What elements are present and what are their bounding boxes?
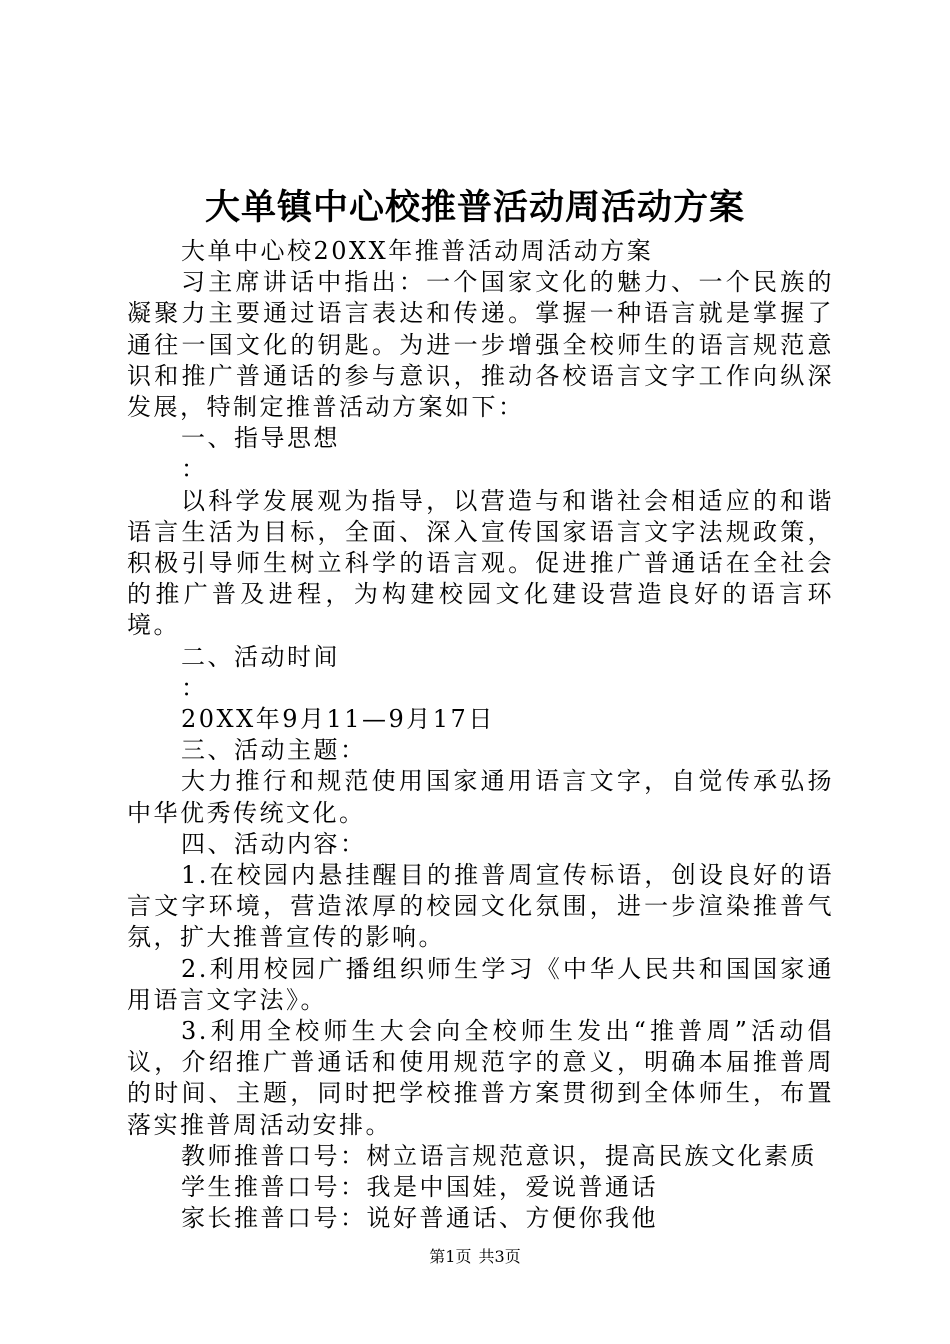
page-total: 共3页 bbox=[478, 1247, 521, 1266]
section-heading-activity-content: 四、活动内容： bbox=[181, 829, 367, 858]
content-item-2: 2.利用校园广播组织师生学习《中华人民共和国国家通用语言文字法》。 bbox=[127, 954, 834, 1014]
colon-line: ： bbox=[181, 455, 208, 484]
document-title: 大单镇中心校推普活动周活动方案 bbox=[204, 187, 745, 228]
guiding-ideology-paragraph: 以科学发展观为指导，以营造与和谐社会相适应的和谐语言生活为目标，全面、深入宣传国家语言文字法规政策，积极引导师生树立科学的语言观。促进推广普通话在全社会的推广普及进程，为构建校园文化建设营造良好的语言环境。 bbox=[127, 486, 834, 640]
section-heading-activity-time: 二、活动时间 bbox=[181, 642, 340, 671]
activity-date: 20XX年9月11—9月17日 bbox=[181, 705, 495, 734]
page-number: 第1页 bbox=[429, 1247, 472, 1266]
content-item-1: 1.在校园内悬挂醒目的推普周宣传标语，创设良好的语言文字环境，营造浓厚的校园文化氛围，进一步渲染推普气氛，扩大推普宣传的影响。 bbox=[127, 861, 834, 952]
content-item-3: 3.利用全校师生大会向全校师生发出“推普周”活动倡议，介绍推广普通话和使用规范字的意义，明确本届推普周的时间、主题，同时把学校推普方案贯彻到全体师生，布置落实推普周活动安排。 bbox=[127, 1017, 834, 1139]
page-footer bbox=[0, 1246, 950, 1268]
doc-subtitle: 大单中心校20XX年推普活动周活动方案 bbox=[181, 237, 654, 265]
section-heading-guiding-ideology: 一、指导思想 bbox=[181, 424, 340, 453]
parent-slogan: 家长推普口号：说好普通话、方便你我他 bbox=[181, 1204, 658, 1233]
colon-line: ： bbox=[181, 673, 208, 702]
document-body bbox=[127, 236, 834, 1235]
intro-paragraph: 习主席讲话中指出：一个国家文化的魅力、一个民族的凝聚力主要通过语言表达和传递。掌握一种语言就是掌握了通往一国文化的钥匙。为进一步增强全校师生的语言规范意识和推广普通话的参与意识，推动各校语言文字工作向纵深发展，特制定推普活动方案如下： bbox=[127, 268, 834, 422]
student-slogan: 学生推普口号：我是中国娃，爱说普通话 bbox=[181, 1173, 658, 1202]
activity-theme-paragraph: 大力推行和规范使用国家通用语言文字，自觉传承弘扬中华优秀传统文化。 bbox=[127, 767, 834, 827]
section-heading-activity-theme: 三、活动主题： bbox=[181, 736, 367, 765]
teacher-slogan: 教师推普口号：树立语言规范意识，提高民族文化素质 bbox=[181, 1141, 817, 1170]
